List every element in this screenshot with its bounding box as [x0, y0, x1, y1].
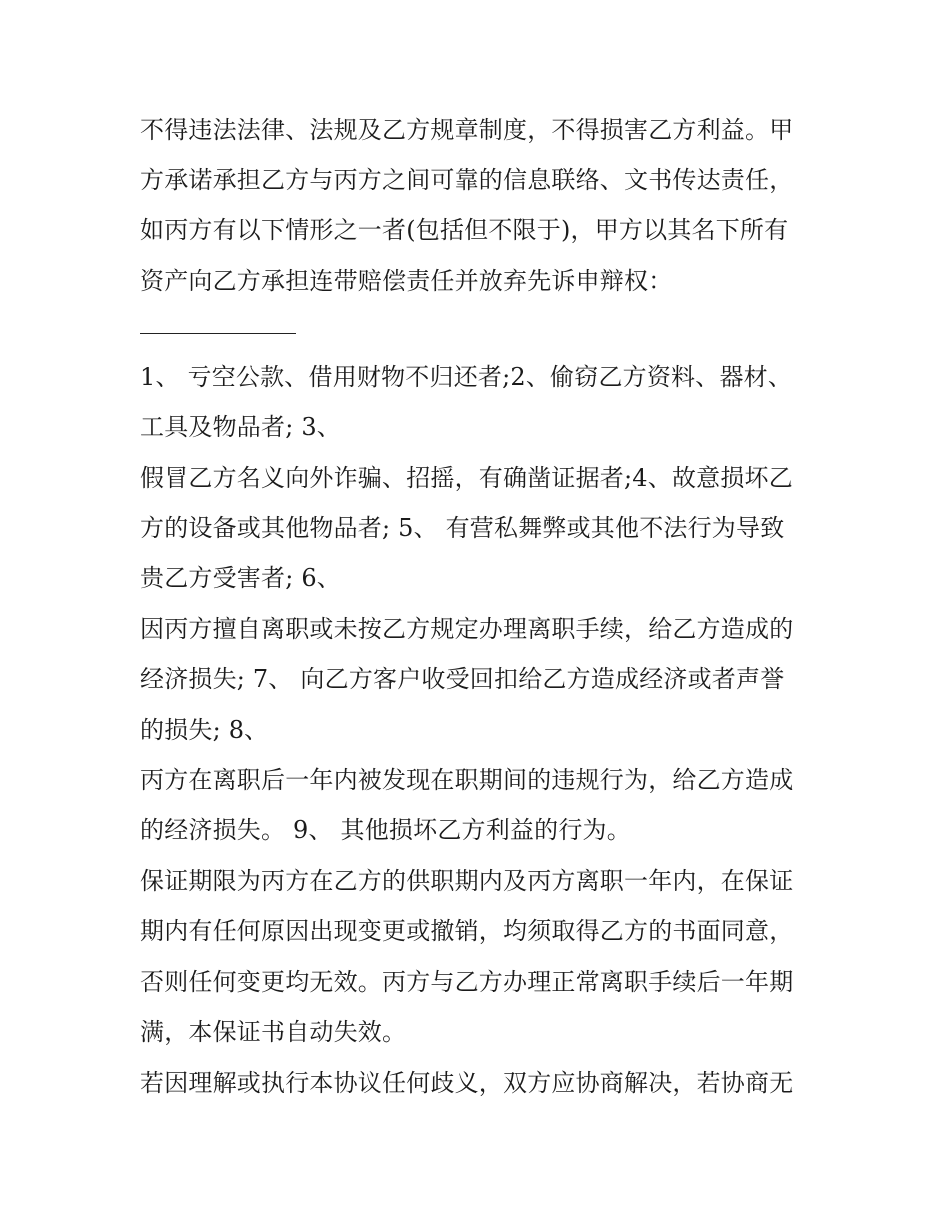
- text-line: 丙方在离职后一年内被发现在职期间的违规行为，给乙方造成: [140, 766, 794, 794]
- text-line: 假冒乙方名义向外诈骗、招摇，有确凿证据者;4、故意损坏乙: [140, 464, 793, 492]
- text-line: 保证期限为丙方在乙方的供职期内及丙方离职一年内，在保证: [140, 867, 794, 895]
- text-line: 的损失; 8、: [140, 716, 269, 744]
- text-line: 经济损失; 7、 向乙方客户收受回扣给乙方造成经济或者声誉: [140, 665, 785, 693]
- text-line: 满，本保证书自动失效。: [140, 1018, 407, 1046]
- text-line: 因丙方擅自离职或未按乙方规定办理离职手续，给乙方造成的: [140, 615, 794, 643]
- text-line: 贵乙方受害者; 6、: [140, 564, 341, 592]
- text-line: 如丙方有以下情形之一者(包括但不限于)，甲方以其名下所有: [140, 216, 789, 244]
- text-line: 方的设备或其他物品者; 5、 有营私舞弊或其他不法行为导致: [140, 514, 785, 542]
- text-line: 资产向乙方承担连带赔偿责任并放弃先诉申辩权：: [140, 267, 673, 295]
- text-line: 不得违法法律、法规及乙方规章制度，不得损害乙方利益。甲: [140, 116, 794, 144]
- text-line: 方承诺承担乙方与丙方之间可靠的信息联络、文书传达责任，: [140, 166, 794, 194]
- horizontal-rule: [140, 333, 296, 334]
- text-line: 若因理解或执行本协议任何歧义，双方应协商解决，若协商无: [140, 1069, 794, 1097]
- text-line: 1、 亏空公款、借用财物不归还者;2、偷窃乙方资料、器材、: [140, 363, 793, 391]
- text-line: 的经济损失。 9、 其他损坏乙方利益的行为。: [140, 816, 631, 844]
- text-line: 否则任何变更均无效。丙方与乙方办理正常离职手续后一年期: [140, 968, 794, 996]
- text-line: 工具及物品者; 3、: [140, 413, 341, 441]
- text-line: 期内有任何原因出现变更或撤销，均须取得乙方的书面同意，: [140, 917, 794, 945]
